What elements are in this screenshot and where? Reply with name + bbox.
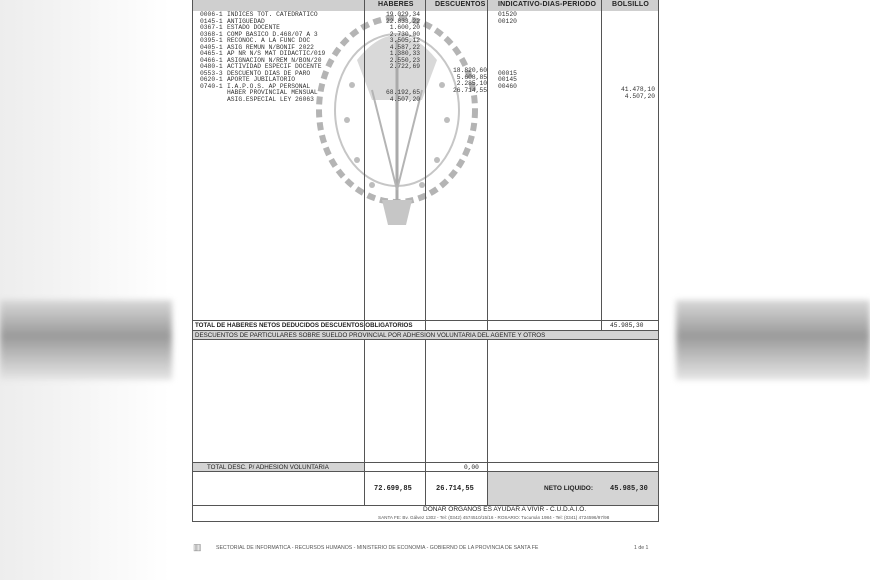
descuentos-values <box>432 68 487 101</box>
item-code: 0465-1 <box>200 50 223 57</box>
grid-line <box>487 0 488 505</box>
item-haberes: 2.550,23 <box>389 56 420 64</box>
concept-descriptions <box>227 12 325 103</box>
item-haberes: 4.587,22 <box>389 43 420 51</box>
item-description: APORTE JUBILATORIO <box>227 76 296 83</box>
haberes-values <box>368 12 420 103</box>
item-descuentos: 2.285,10 <box>456 80 487 87</box>
item-indicativo: 00015 <box>498 69 517 77</box>
item-description: ESTADO DOCENTE <box>227 24 280 31</box>
item-description: INDICES TOT. CATEDRATICO <box>227 11 318 18</box>
item-code: 0480-1 <box>200 63 223 70</box>
grid-line <box>192 320 659 321</box>
page-number: 1 de 1 <box>634 545 649 551</box>
item-haberes: 68.192,65 <box>385 89 420 96</box>
pay-slip <box>192 0 659 522</box>
item-description: AP NR N/S MAT DIDACTIC/019 <box>227 50 326 57</box>
item-haberes: 1.380,33 <box>389 50 420 57</box>
item-code: 0367-1 <box>200 24 223 31</box>
total-netos-value: 45.985,30 <box>610 322 644 329</box>
address-line: SANTA FE: Bv. Gálvez 1302 - Tel: (0342) 4574510/15/16 - ROSARIO: Tucumán 1984 - Tel: (0341) 4724596/97/98 <box>378 515 610 520</box>
item-code: 0405-1 <box>200 43 223 51</box>
item-indicativo: 00145 <box>498 76 517 83</box>
item-description: RECONOC. A LA FUNC DOC <box>227 37 311 44</box>
logo-icon: ▥ <box>193 542 202 552</box>
indicativo-header: INDICATIVO-DIAS-PERIODO <box>498 1 597 8</box>
bolsillo-header: BOLSILLO <box>612 1 649 8</box>
item-description: I.A.P.O.S. AP PERSONAL <box>227 82 311 90</box>
item-descuentos: 18.820,60 <box>452 67 487 74</box>
item-indicativo: 01520 <box>498 11 517 18</box>
item-description: ASIG.ESPECIAL LEY 26063 <box>227 95 314 103</box>
item-bolsillo: 4.507,20 <box>624 92 655 100</box>
item-indicativo: 00120 <box>498 17 517 25</box>
item-code: 0395-1 <box>200 37 223 44</box>
item-code: 0006-1 <box>200 11 223 18</box>
item-haberes: 2.722,69 <box>389 63 420 70</box>
total-haberes: 72.699,85 <box>374 485 412 493</box>
concept-codes <box>200 12 223 103</box>
item-description: COMP BASICO D.468/07 A 3 <box>227 30 318 38</box>
footer-text: SECTORIAL DE INFORMATICA - RECURSOS HUMANOS - MINISTERIO DE ECONOMIA - GOBIERNO DE LA PROVINCIA DE SANTA FE <box>216 545 539 551</box>
item-haberes: 2.730,00 <box>389 30 420 38</box>
item-description: ANTIGUEDAD <box>227 17 265 25</box>
item-description: HABER PROVINCIAL MENSUAL <box>227 89 318 96</box>
grid-line <box>364 0 365 505</box>
grid-line <box>601 0 602 330</box>
item-description: DESCUENTO DIAS DE PARO <box>227 69 311 77</box>
haberes-header: HABERES <box>378 1 414 8</box>
item-code: 0466-1 <box>200 56 223 64</box>
left-blur-band <box>0 300 172 380</box>
item-haberes: 3.505,12 <box>389 37 420 44</box>
descuentos-header: DESCUENTOS <box>435 1 486 8</box>
item-haberes: 4.507,20 <box>389 95 420 103</box>
item-indicativo: 00460 <box>498 82 517 90</box>
total-netos-label: TOTAL DE HABERES NETOS DEDUCIDOS DESCUENTOS OBLIGATORIOS <box>195 322 413 329</box>
item-code: 0553-3 <box>200 69 223 77</box>
item-description: ACTIVIDAD ESPECIF DOCENTE <box>227 63 322 70</box>
grid-line <box>192 0 193 522</box>
neto-value: 45.985,30 <box>610 485 648 493</box>
item-code: 0740-1 <box>200 82 223 90</box>
grid-line <box>192 521 659 522</box>
left-fade <box>0 0 170 580</box>
total-descuentos: 26.714,55 <box>436 485 474 493</box>
particulares-label: DESCUENTOS DE PARTICULARES SOBRE SUELDO PROVINCIAL POR ADHESION VOLUNTARIA DEL AGENTE Y OTROS <box>195 332 546 339</box>
item-bolsillo: 41.478,10 <box>620 86 655 93</box>
item-descuentos <box>432 94 487 101</box>
item-description: ASIGNACION N/REM N/BON/20 <box>227 56 322 64</box>
grid-line <box>658 0 659 522</box>
item-code <box>200 97 223 104</box>
item-code: 0620-1 <box>200 76 223 83</box>
item-code: 0145-1 <box>200 17 223 25</box>
total-adhesion-label: TOTAL DESC. P/ ADHESION VOLUNTARIA <box>207 464 329 471</box>
item-haberes: 19.029,34 <box>385 11 420 18</box>
item-code: 0368-1 <box>200 30 223 38</box>
grid-line <box>192 339 659 340</box>
indicativo-values <box>498 12 517 90</box>
total-adhesion-value: 0,00 <box>464 464 479 471</box>
bolsillo-values <box>600 87 655 100</box>
donar-organos: DONAR ORGANOS ES AYUDAR A VIVIR - C.U.D.A.I.O. <box>423 506 587 513</box>
grid-line <box>425 0 426 505</box>
neto-label: NETO LIQUIDO: <box>544 485 593 492</box>
item-descuentos: 26.714,55 <box>452 86 487 94</box>
item-description: ASIG REMUN N/BONIF 2022 <box>227 43 314 51</box>
item-descuentos: 5.608,85 <box>456 73 487 81</box>
item-haberes: 1.600,20 <box>389 24 420 31</box>
right-blur-band <box>676 300 870 380</box>
item-haberes: 22.833,22 <box>385 17 420 25</box>
